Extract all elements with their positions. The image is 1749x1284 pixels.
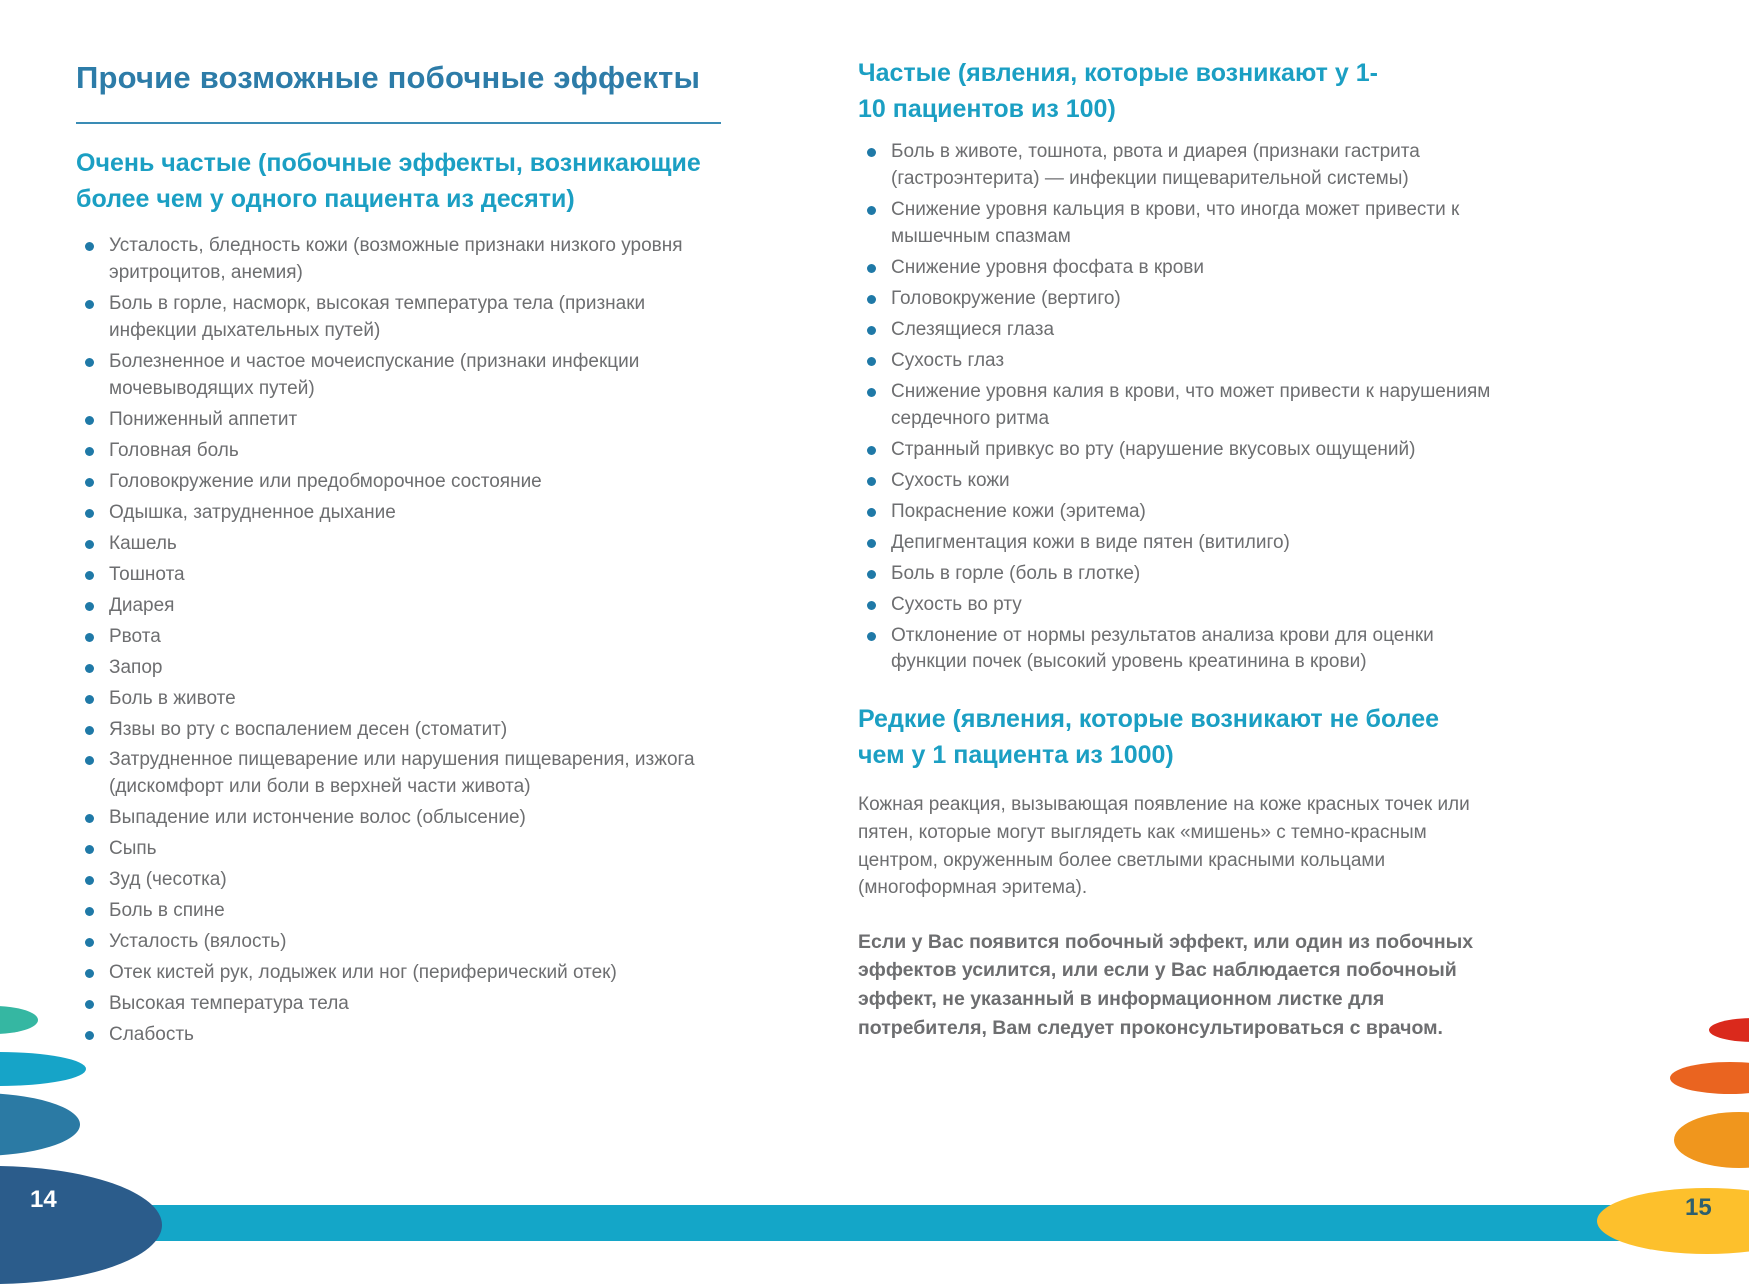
list-item: Снижение уровня калия в крови, что может привести к нарушениям сердечного ритма bbox=[858, 379, 1498, 433]
list-item: Сухость кожи bbox=[858, 468, 1498, 495]
list-item: Покраснение кожи (эритема) bbox=[858, 499, 1498, 526]
list-item: Головокружение (вертиго) bbox=[858, 286, 1498, 313]
right-page bbox=[858, 56, 1498, 1043]
decorative-ellipse-navy bbox=[0, 1166, 162, 1284]
section-heading-rare: Редкие (явления, которые возникают не более чем у 1 пациента из 1000) bbox=[858, 705, 1440, 769]
list-item: Язвы во рту с воспалением десен (стоматит) bbox=[76, 717, 721, 744]
list-item: Высокая температура тела bbox=[76, 991, 721, 1018]
list-item: Сыпь bbox=[76, 836, 721, 863]
decorative-ellipse-amber bbox=[1674, 1112, 1749, 1168]
left-page bbox=[76, 60, 721, 1053]
list-item: Снижение уровня фосфата в крови bbox=[858, 255, 1498, 282]
list-item: Слезящиеся глаза bbox=[858, 317, 1498, 344]
list-item: Рвота bbox=[76, 624, 721, 651]
list-item: Пониженный аппетит bbox=[76, 407, 721, 434]
list-item: Боль в горле, насморк, высокая температура тела (признаки инфекции дыхательных путей) bbox=[76, 291, 721, 345]
list-item: Выпадение или истончение волос (облысение) bbox=[76, 805, 721, 832]
very-common-effects-list bbox=[76, 233, 721, 1049]
list-item: Боль в животе bbox=[76, 686, 721, 713]
list-item: Боль в горле (боль в глотке) bbox=[858, 561, 1498, 588]
page-number-15: 15 bbox=[1685, 1194, 1712, 1221]
list-item: Головокружение или предобморочное состояние bbox=[76, 469, 721, 496]
page-number-14: 14 bbox=[30, 1186, 57, 1213]
list-item: Слабость bbox=[76, 1022, 721, 1049]
list-item: Головная боль bbox=[76, 438, 721, 465]
list-item: Одышка, затрудненное дыхание bbox=[76, 500, 721, 527]
list-item: Усталость (вялость) bbox=[76, 929, 721, 956]
list-item: Диарея bbox=[76, 593, 721, 620]
section-heading-very-common: Очень частые (побочные эффекты, возникающие более чем у одного пациента из десяти) bbox=[76, 149, 701, 213]
decorative-ellipse-orange bbox=[1670, 1062, 1749, 1094]
decorative-ellipse-steel-blue bbox=[0, 1093, 80, 1156]
list-item: Затрудненное пищеварение или нарушения пищеварения, изжога (дискомфорт или боли в верхней части живота) bbox=[76, 747, 721, 801]
footer-bar bbox=[0, 1205, 1749, 1241]
list-item: Сухость глаз bbox=[858, 348, 1498, 375]
page-title: Прочие возможные побочные эффекты bbox=[76, 60, 721, 124]
decorative-ellipse-teal bbox=[0, 1006, 38, 1034]
decorative-ellipse-gold bbox=[1597, 1188, 1749, 1254]
list-item: Боль в спине bbox=[76, 898, 721, 925]
list-item: Отклонение от нормы результатов анализа крови для оценки функции почек (высокий уровень креатинина в крови) bbox=[858, 623, 1498, 677]
list-item: Усталость, бледность кожи (возможные признаки низкого уровня эритроцитов, анемия) bbox=[76, 233, 721, 287]
list-item: Сухость во рту bbox=[858, 592, 1498, 619]
list-item: Зуд (чесотка) bbox=[76, 867, 721, 894]
list-item: Странный привкус во рту (нарушение вкусовых ощущений) bbox=[858, 437, 1498, 464]
list-item: Снижение уровня кальция в крови, что иногда может привести к мышечным спазмам bbox=[858, 197, 1498, 251]
common-effects-list bbox=[858, 139, 1498, 676]
section-heading-common: Частые (явления, которые возникают у 1-10 пациентов из 100) bbox=[858, 59, 1378, 123]
list-item: Отек кистей рук, лодыжек или ног (периферический отек) bbox=[76, 960, 721, 987]
list-item: Болезненное и частое мочеиспускание (признаки инфекции мочевыводящих путей) bbox=[76, 349, 721, 403]
decorative-ellipse-red bbox=[1709, 1018, 1749, 1042]
rare-effects-paragraph: Кожная реакция, вызывающая появление на коже красных точек или пятен, которые могут выглядеть как «мишень» с темно-красным центром, окруженным более светлыми красными кольцами (многоформная эритема). bbox=[858, 794, 1470, 899]
list-item: Тошнота bbox=[76, 562, 721, 589]
list-item: Запор bbox=[76, 655, 721, 682]
doctor-advice-paragraph: Если у Вас появится побочный эффект, или один из побочных эффектов усилится, или если у Вас наблюдается побочноый эффект, не указанный в информационном листке для потребителя, Вам следует проконсультироваться с врачом. bbox=[858, 930, 1474, 1040]
list-item: Кашель bbox=[76, 531, 721, 558]
list-item: Боль в животе, тошнота, рвота и диарея (признаки гастрита (гастроэнтерита) — инфекции пищеварительной системы) bbox=[858, 139, 1498, 193]
list-item: Депигментация кожи в виде пятен (витилиго) bbox=[858, 530, 1498, 557]
decorative-ellipse-cyan bbox=[0, 1052, 86, 1086]
